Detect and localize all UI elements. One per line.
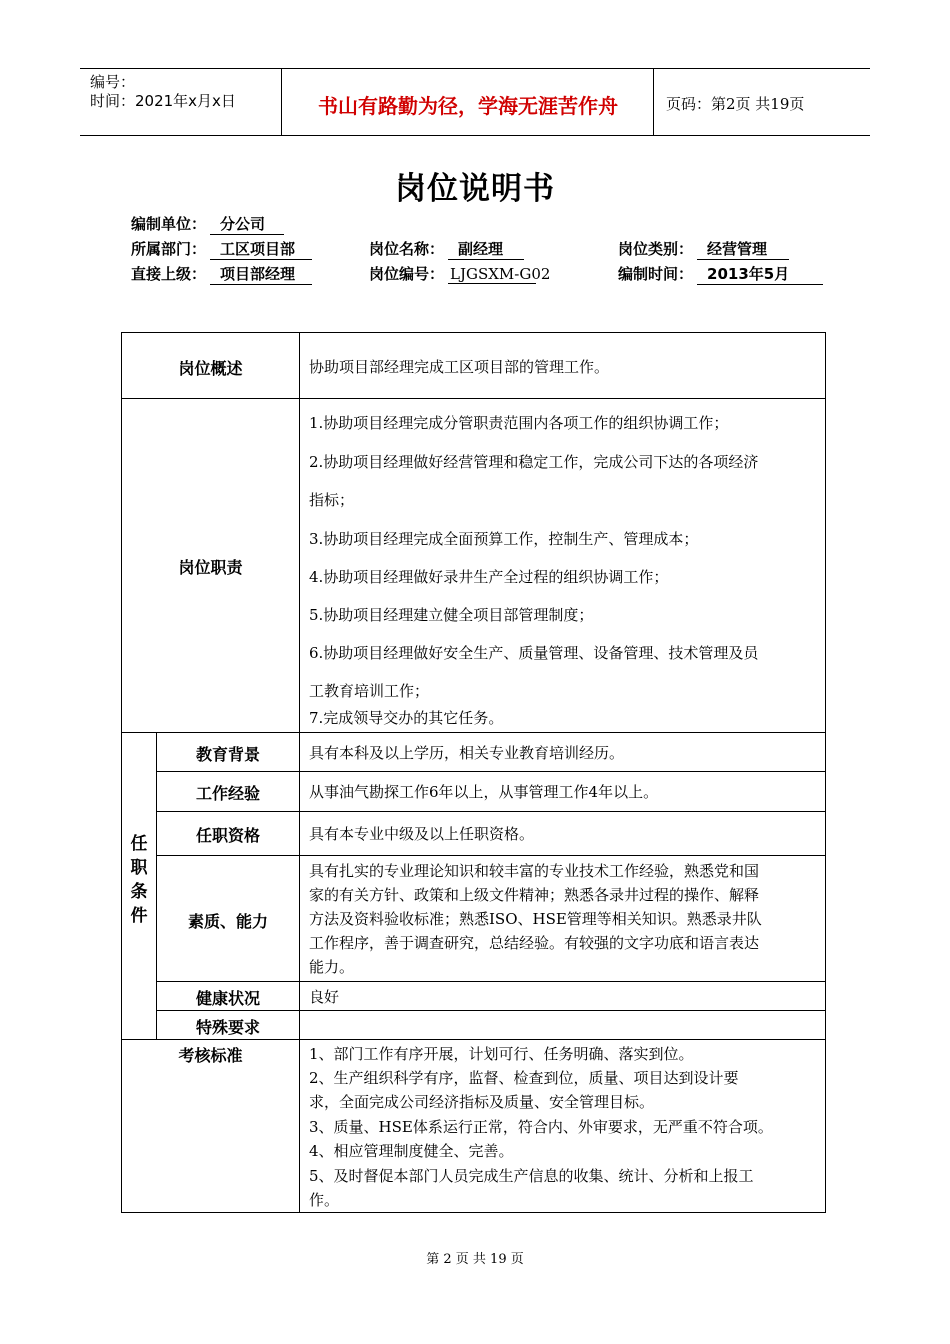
certification-text: 具有本专业中级及以上任职资格。 <box>309 825 535 843</box>
ability-label: 素质、能力 <box>187 912 268 931</box>
assessment-label: 考核标准 <box>178 1046 243 1065</box>
motto: 书山有路勤为径，学海无涯苦作舟 <box>318 94 618 118</box>
meta-post-type-value: 经营管理 <box>697 238 789 260</box>
row-line <box>121 1039 826 1040</box>
duty-item: 1.协助项目经理完成分管职责范围内各项工作的组织协调工作； <box>309 414 729 432</box>
table-col-divider <box>299 332 300 1213</box>
page-footer: 第 2 页 共 19 页 <box>426 1252 524 1267</box>
meta-superior-label: 直接上级： <box>131 265 207 283</box>
duty-item: 工教育培训工作； <box>309 682 430 700</box>
overview-label: 岗位概述 <box>178 359 243 378</box>
duty-item: 6.协助项目经理做好安全生产、质量管理、设备管理、技术管理及员 <box>309 644 759 662</box>
duty-item: 2.协助项目经理做好经营管理和稳定工作，完成公司下达的各项经济 <box>309 453 759 471</box>
ability-line: 工作程序，善于调查研究，总结经验。有较强的文字功底和语言表达 <box>309 934 760 952</box>
table-border-left <box>121 332 122 1213</box>
page-title: 岗位说明书 <box>395 171 555 207</box>
row-line <box>156 811 826 812</box>
table-border-top <box>121 332 826 333</box>
duty-item: 3.协助项目经理完成全面预算工作，控制生产、管理成本； <box>309 530 699 548</box>
duty-item: 指标； <box>309 491 355 509</box>
duty-item: 4.协助项目经理做好录井生产全过程的组织协调工作； <box>309 568 669 586</box>
health-text: 良好 <box>309 988 340 1006</box>
header-bottom-rule <box>80 135 870 136</box>
meta-dept-label: 所属部门： <box>131 240 207 258</box>
meta-post-name-value: 副经理 <box>448 238 524 260</box>
meta-date-value: 2013年5月 <box>697 263 823 285</box>
meta-superior <box>131 263 312 285</box>
ability-line: 具有扎实的专业理论知识和较丰富的专业技术工作经验，熟悉党和国 <box>309 862 760 880</box>
meta-dept <box>131 238 312 260</box>
meta-post-type-label: 岗位类别： <box>618 240 694 258</box>
ability-line: 能力。 <box>309 958 355 976</box>
special-label: 特殊要求 <box>195 1018 260 1037</box>
assessment-line: 2、生产组织科学有序，监督、检查到位，质量、项目达到设计要 <box>309 1069 739 1087</box>
row-line <box>156 855 826 856</box>
meta-post-type <box>618 238 789 260</box>
meta-unit-value: 分公司 <box>210 213 284 235</box>
overview-text: 协助项目部经理完成工区项目部的管理工作。 <box>309 358 610 376</box>
meta-post-no-label: 岗位编号： <box>369 265 445 283</box>
row-line <box>121 732 826 733</box>
header-page-info: 页码：第2页 共19页 <box>666 95 805 113</box>
assessment-line: 作。 <box>309 1191 340 1209</box>
ability-line: 家的有关方针、政策和上级文件精神；熟悉各录井过程的操作、解释 <box>309 886 760 904</box>
row-line <box>121 398 826 399</box>
experience-text: 从事油气勘探工作6年以上，从事管理工作4年以上。 <box>309 783 659 801</box>
assessment-line: 5、及时督促本部门人员完成生产信息的收集、统计、分析和上报工 <box>309 1167 754 1185</box>
meta-date <box>618 263 823 285</box>
health-label: 健康状况 <box>195 989 260 1008</box>
row-line <box>156 771 826 772</box>
assessment-line: 求，全面完成公司经济指标及质量、安全管理目标。 <box>309 1093 655 1111</box>
number-label: 编号： <box>90 73 136 91</box>
assessment-line: 3、质量、HSE体系运行正常，符合内、外审要求，无严重不符合项。 <box>309 1118 773 1136</box>
certification-label: 任职资格 <box>195 826 260 845</box>
meta-post-name <box>369 238 524 260</box>
row-line <box>156 1010 826 1011</box>
qualification-group-label: 任职条件 <box>130 834 148 926</box>
date-label: 时间：2021年x月x日 <box>90 92 236 110</box>
header-top-rule <box>80 68 870 69</box>
meta-superior-value: 项目部经理 <box>210 263 312 285</box>
meta-date-label: 编制时间： <box>618 265 694 283</box>
meta-unit-label: 编制单位： <box>131 215 207 233</box>
table-border-right <box>825 332 826 1213</box>
header-divider-right <box>653 69 654 135</box>
meta-post-no <box>369 263 551 284</box>
duties-label: 岗位职责 <box>178 558 243 577</box>
assessment-line: 1、部门工作有序开展，计划可行、任务明确、落实到位。 <box>309 1045 694 1063</box>
assessment-line: 4、相应管理制度健全、完善。 <box>309 1142 514 1160</box>
header-divider-left <box>281 69 282 135</box>
education-label: 教育背景 <box>195 745 260 764</box>
meta-post-no-value: LJGSXM-G02 <box>450 265 551 283</box>
education-text: 具有本科及以上学历，相关专业教育培训经历。 <box>309 744 625 762</box>
table-border-bottom <box>121 1212 826 1213</box>
ability-line: 方法及资料验收标准；熟悉ISO、HSE管理等相关知识。熟悉录井队 <box>309 910 762 928</box>
meta-post-name-label: 岗位名称： <box>369 240 445 258</box>
duty-item: 7.完成领导交办的其它任务。 <box>309 709 504 727</box>
meta-dept-value: 工区项目部 <box>210 238 312 260</box>
duty-item: 5.协助项目经理建立健全项目部管理制度； <box>309 606 594 624</box>
meta-unit <box>131 213 284 235</box>
experience-label: 工作经验 <box>195 784 260 803</box>
row-line <box>156 981 826 982</box>
